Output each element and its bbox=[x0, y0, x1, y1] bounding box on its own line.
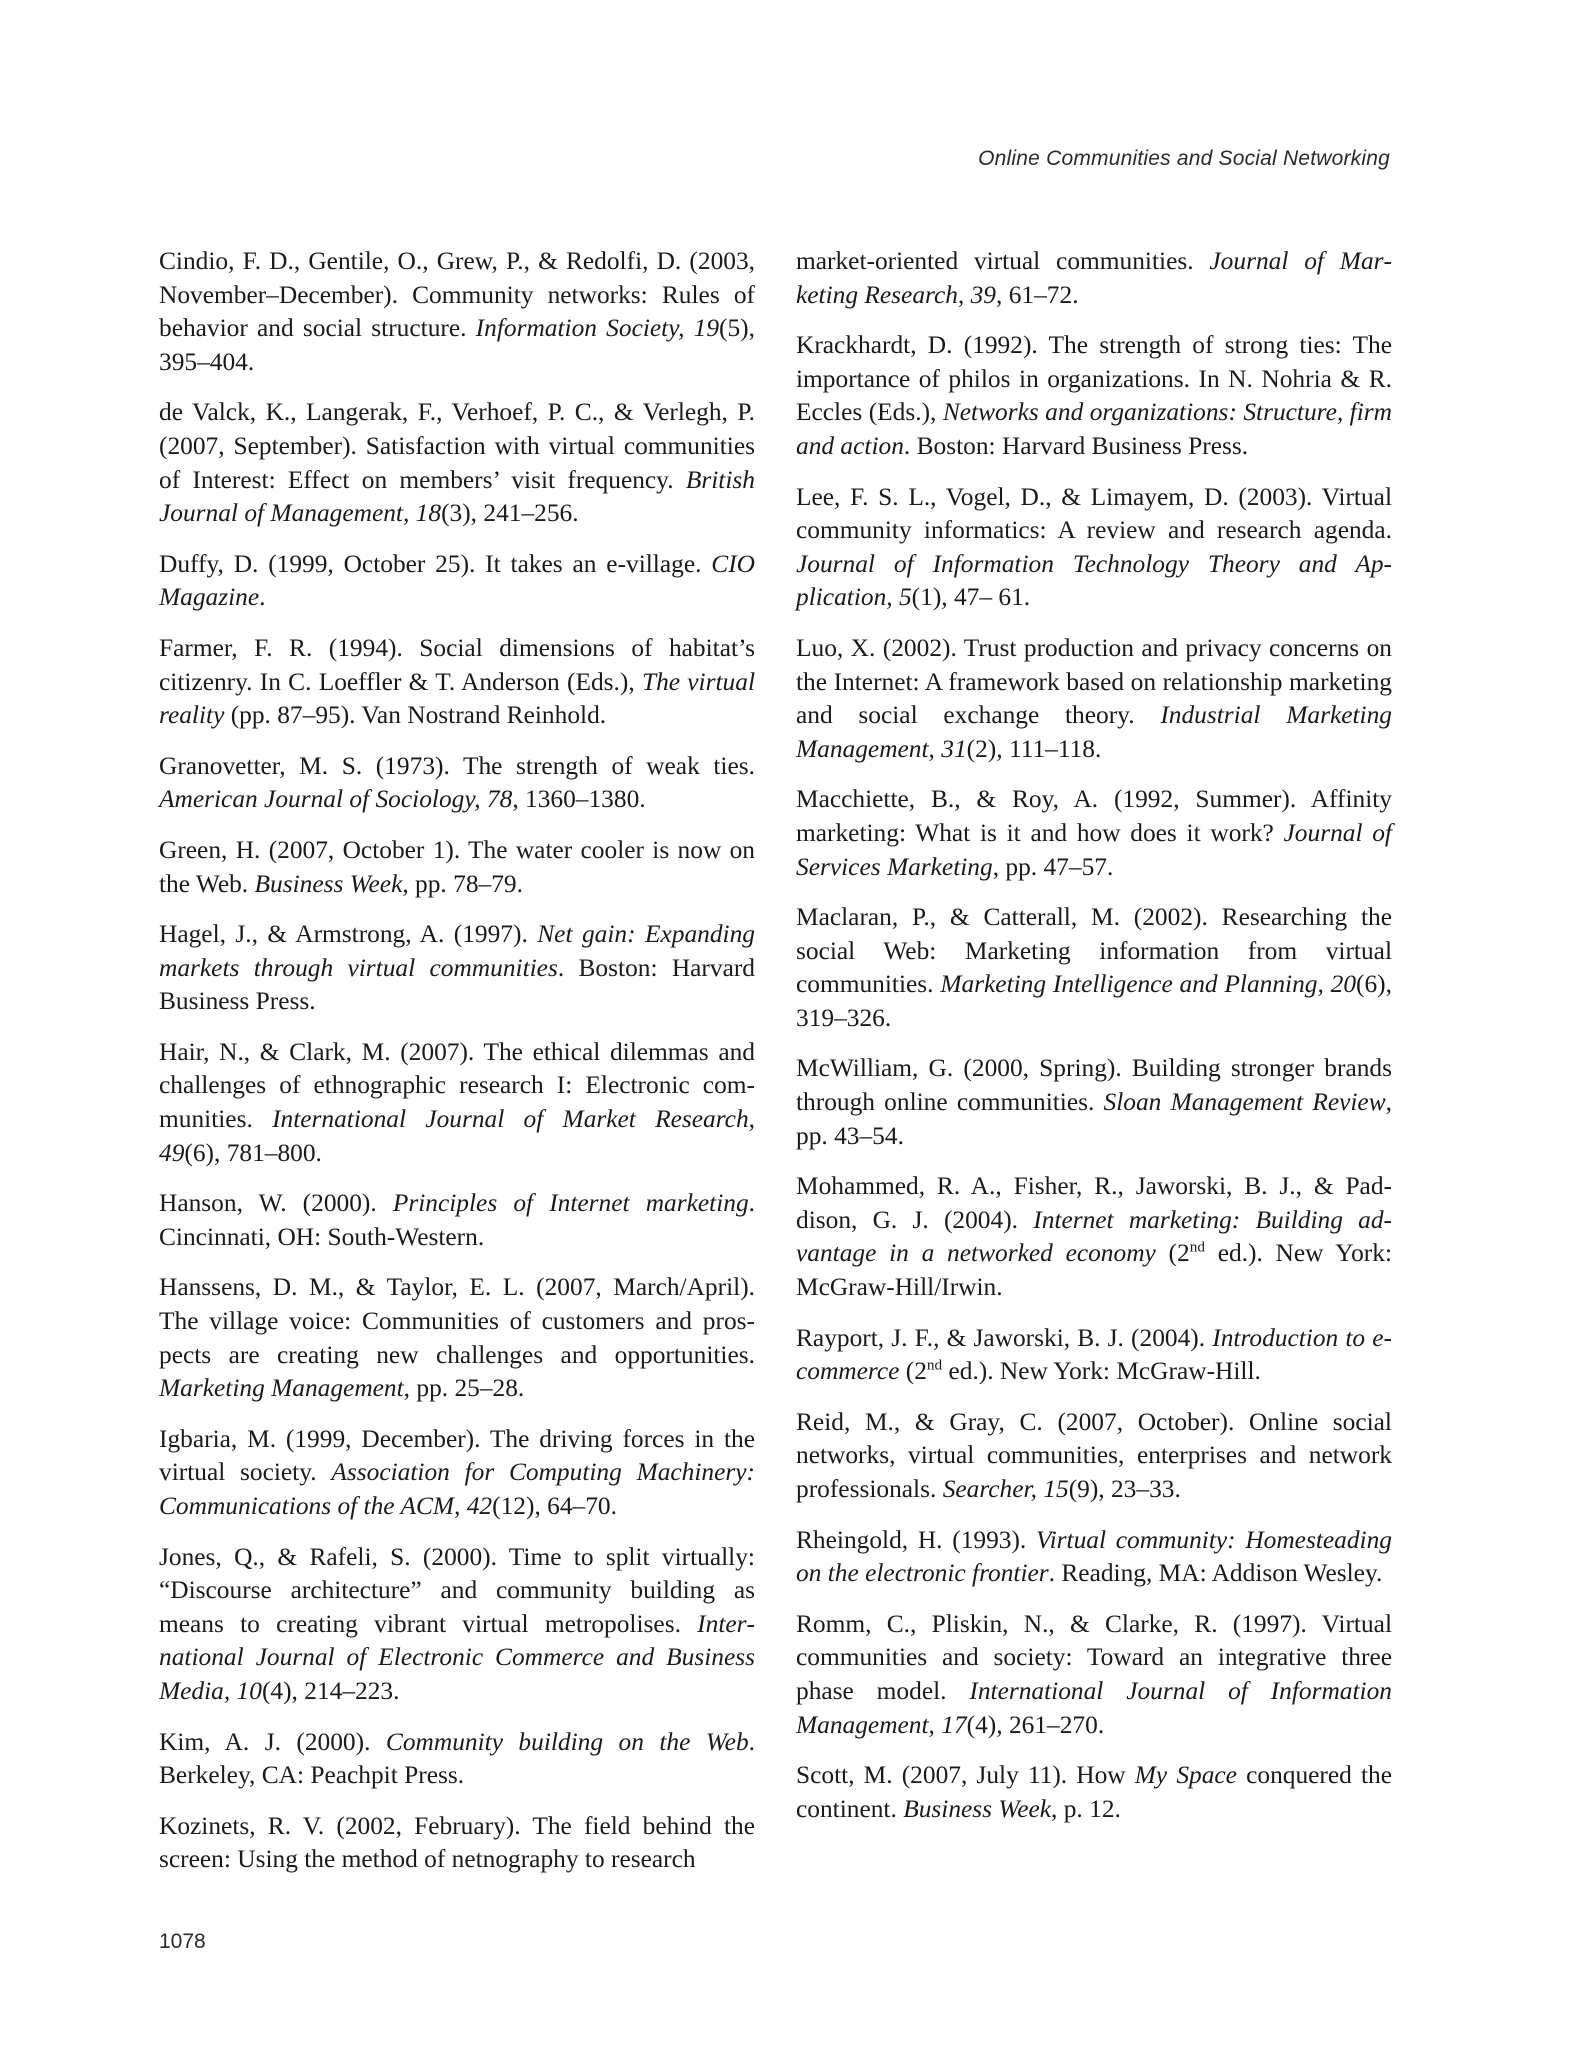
reference-text-segment: . Boston: Harvard Business Press. bbox=[159, 953, 755, 1016]
reference-text-segment: (1), 47– 61. bbox=[911, 583, 1031, 612]
reference-text-segment: Kozinets, R. V. (2002, February). The field behind the screen: Using the method of netnography to research bbox=[159, 1811, 755, 1874]
reference-text-segment: (2), 111–118. bbox=[966, 734, 1102, 763]
reference-entry bbox=[159, 750, 755, 817]
reference-text-segment: , pp. 25–28. bbox=[403, 1374, 525, 1403]
reference-text-segment: Green, H. (2007, October 1). The water cooler is now on the Web. bbox=[159, 835, 755, 898]
reference-entry bbox=[159, 632, 755, 733]
reference-italic-segment: International Journal of Market Research, 49 bbox=[159, 1105, 755, 1167]
reference-text-segment: , pp. 43–54. bbox=[796, 1088, 1392, 1150]
reference-entry bbox=[796, 329, 1392, 463]
reference-text-segment: Mohammed, R. A., Fisher, R., Jaworski, B. J., & Paddison, G. J. (2004). bbox=[796, 1172, 1392, 1234]
reference-italic-segment: Virtual community: Homesteading on the electronic frontier bbox=[796, 1525, 1392, 1588]
reference-entry bbox=[796, 1524, 1392, 1591]
reference-text-segment: Igbaria, M. (1999, December). The driving forces in the virtual society. bbox=[159, 1424, 755, 1487]
reference-italic-segment: Association for Computing Machinery: Communications of the ACM, 42 bbox=[159, 1458, 755, 1520]
reference-italic-segment: Business Week bbox=[903, 1794, 1052, 1823]
reference-entry bbox=[159, 1423, 755, 1524]
reference-text-segment: Hair, N., & Clark, M. (2007). The ethical dilemmas and challenges of ethnographic research I: Electronic communities. bbox=[159, 1037, 755, 1134]
reference-italic-segment: Networks and organizations: Structure, firm and action bbox=[796, 398, 1392, 460]
reference-entry bbox=[796, 901, 1392, 1035]
reference-text-segment: Lee, F. S. L., Vogel, D., & Limayem, D. (2003). Virtual community informatics: A review and research agenda. bbox=[796, 482, 1392, 545]
reference-italic-segment: British Journal of Management, 18 bbox=[159, 465, 755, 528]
reference-italic-segment: Business Week bbox=[254, 869, 403, 898]
reference-entry bbox=[159, 834, 755, 901]
reference-entry bbox=[159, 1810, 755, 1877]
reference-text-segment: Reid, M., & Gray, C. (2007, October). Online social networks, virtual communities, enterprises and network professionals. bbox=[796, 1407, 1392, 1503]
reference-text-segment: Scott, M. (2007, July 11). How bbox=[796, 1761, 1135, 1790]
reference-italic-segment: The virtual reality bbox=[159, 667, 755, 730]
reference-text-segment: . Berkeley, CA: Peachpit Press. bbox=[159, 1727, 755, 1790]
reference-entry bbox=[796, 1406, 1392, 1507]
reference-text-segment: McWilliam, G. (2000, Spring). Building stronger brands through online communities. bbox=[796, 1054, 1392, 1117]
reference-italic-segment: Marketing Management bbox=[159, 1374, 404, 1403]
reference-text-segment: Rheingold, H. (1993). bbox=[796, 1525, 1036, 1554]
reference-text-segment: . Reading, MA: Addison Wesley. bbox=[1048, 1559, 1383, 1588]
references-column-left bbox=[159, 245, 755, 1894]
reference-text-segment: market-oriented virtual communities. bbox=[796, 247, 1210, 275]
reference-entry bbox=[159, 1036, 755, 1170]
reference-entry bbox=[159, 245, 755, 379]
reference-italic-segment: International Journal of Electronic Commerce and Business Media, 10 bbox=[159, 1609, 755, 1705]
reference-text-segment: (9), 23–33. bbox=[1068, 1475, 1181, 1503]
reference-italic-segment: Information Society, 19 bbox=[475, 314, 720, 343]
reference-text-segment: (6), 781–800. bbox=[184, 1138, 322, 1167]
reference-text-segment: Granovetter, M. S. (1973). The strength of weak ties. bbox=[159, 751, 755, 780]
reference-italic-segment: My Space bbox=[1134, 1761, 1237, 1790]
reference-italic-segment: American Journal of Sociology, 78 bbox=[159, 785, 513, 814]
reference-entry bbox=[159, 1271, 755, 1405]
reference-entry bbox=[159, 396, 755, 530]
reference-text-segment: (5), 395–404. bbox=[159, 314, 755, 376]
reference-italic-segment: Searcher, 15 bbox=[942, 1475, 1069, 1503]
reference-entry bbox=[796, 1322, 1392, 1389]
reference-text-segment: , p. 12. bbox=[1051, 1794, 1121, 1823]
reference-text-segment: Hanson, W. (2000). bbox=[159, 1189, 393, 1218]
reference-text-segment: Jones, Q., & Rafeli, S. (2000). Time to split virtually: “Discourse architecture” and community building as means to creating vibrant virtual metropolises. bbox=[159, 1542, 755, 1638]
reference-italic-segment: Journal of Information Technology Theory and Application, 5 bbox=[796, 549, 1392, 612]
reference-text-segment: (4), 214–223. bbox=[261, 1676, 400, 1705]
reference-text-segment: conquered the continent. bbox=[796, 1761, 1392, 1823]
reference-text-segment: . bbox=[259, 583, 266, 612]
reference-entry bbox=[159, 1726, 755, 1793]
reference-text-segment: ed.). New York: McGraw-Hill. bbox=[942, 1357, 1261, 1386]
reference-text-segment: (6), 319–326. bbox=[796, 970, 1392, 1032]
reference-text-segment: , 61–72. bbox=[996, 280, 1079, 309]
reference-italic-segment: Principles of Internet marketing bbox=[392, 1189, 749, 1218]
reference-entry bbox=[159, 1541, 755, 1709]
reference-entry bbox=[796, 481, 1392, 615]
reference-italic-segment: Journal of Marketing Research, 39 bbox=[796, 247, 1392, 309]
reference-text-segment: Kim, A. J. (2000). bbox=[159, 1727, 386, 1756]
reference-text-segment: Cindio, F. D., Gentile, O., Grew, P., & Redolfi, D. (2003, November–December). Community networks: Rules of behavior and social structure. bbox=[159, 247, 755, 343]
reference-text-segment: Maclaran, P., & Catterall, M. (2002). Researching the social Web: Marketing information from virtual communities. bbox=[796, 903, 1392, 999]
reference-entry bbox=[796, 245, 1392, 312]
page-number: 1078 bbox=[159, 1930, 206, 1953]
reference-entry bbox=[796, 1052, 1392, 1153]
reference-text-segment: (12), 64–70. bbox=[492, 1492, 617, 1520]
running-header: Online Communities and Social Networking bbox=[978, 147, 1390, 170]
reference-italic-segment: Introduction to e-commerce bbox=[796, 1323, 1392, 1386]
reference-entry bbox=[796, 1170, 1392, 1304]
reference-text-segment: nd bbox=[1189, 1238, 1205, 1256]
reference-text-segment: . Boston: Harvard Business Press. bbox=[903, 431, 1249, 460]
reference-text-segment: (3), 241–256. bbox=[441, 499, 579, 528]
reference-text-segment: Krackhardt, D. (1992). The strength of strong ties: The importance of philos in organizations. In N. Nohria & R. Eccles (Eds.), bbox=[796, 331, 1392, 427]
reference-italic-segment: Net gain: Expanding markets through virtual communities bbox=[159, 920, 755, 982]
reference-text-segment: Macchiette, B., & Roy, A. (1992, Summer). Affinity marketing: What is it and how does it work? bbox=[796, 785, 1392, 847]
reference-entry bbox=[159, 918, 755, 1019]
reference-italic-segment: Journal of Services Marketing bbox=[796, 818, 1392, 881]
reference-text-segment: Hagel, J., & Armstrong, A. (1997). bbox=[159, 920, 538, 949]
reference-text-segment: . Cincinnati, OH: South-Western. bbox=[159, 1189, 755, 1251]
reference-text-segment: (pp. 87–95). Van Nostrand Reinhold. bbox=[224, 701, 607, 730]
reference-text-segment: , pp. 78–79. bbox=[402, 869, 523, 898]
reference-italic-segment: International Journal of Information Management, 17 bbox=[796, 1676, 1392, 1739]
reference-text-segment: (4), 261–270. bbox=[966, 1710, 1105, 1739]
reference-entry bbox=[159, 548, 755, 615]
reference-text-segment: (2 bbox=[899, 1357, 927, 1386]
reference-text-segment: Farmer, F. R. (1994). Social dimensions of habitat’s citizenry. In C. Loeffler & T. Anderson (Eds.), bbox=[159, 633, 755, 696]
reference-entry bbox=[159, 1187, 755, 1254]
reference-text-segment: Rayport, J. F., & Jaworski, B. J. (2004). bbox=[796, 1323, 1213, 1352]
reference-entry bbox=[796, 1759, 1392, 1826]
reference-italic-segment: Industrial Marketing Management, 31 bbox=[796, 701, 1392, 763]
reference-text-segment: Duffy, D. (1999, October 25). It takes an e-village. bbox=[159, 549, 712, 578]
reference-italic-segment: CIO Magazine bbox=[159, 549, 755, 612]
reference-italic-segment: Sloan Management Review bbox=[1103, 1088, 1386, 1117]
reference-text-segment: nd bbox=[926, 1356, 943, 1374]
reference-text-segment: Luo, X. (2002). Trust production and privacy concerns on the Internet: A framework based on relationship marketing and social exchange theory. bbox=[796, 633, 1392, 730]
reference-italic-segment: Internet marketing: Building advantage in a networked economy bbox=[796, 1205, 1393, 1268]
references-column-right bbox=[796, 245, 1392, 1843]
reference-entry bbox=[796, 783, 1392, 884]
reference-text-segment: , 1360–1380. bbox=[512, 785, 646, 814]
reference-italic-segment: Marketing Intelligence and Planning, 20 bbox=[940, 970, 1357, 999]
reference-text-segment: Hanssens, D. M., & Taylor, E. L. (2007, March/April). The village voice: Communities of customers and prospects are creating new challenges and opportunities. bbox=[159, 1273, 755, 1369]
reference-text-segment: de Valck, K., Langerak, F., Verhoef, P. C., & Verlegh, P. (2007, September). Satisfaction with virtual communities of Interest: Effect on members’ visit frequency. bbox=[159, 398, 755, 494]
reference-text-segment: Romm, C., Pliskin, N., & Clarke, R. (1997). Virtual communities and society: Toward an integrative three phase model. bbox=[796, 1609, 1392, 1705]
reference-text-segment: (2 bbox=[1155, 1239, 1190, 1268]
reference-entry bbox=[796, 632, 1392, 766]
reference-text-segment: ed.). New York: McGraw-Hill/Irwin. bbox=[796, 1239, 1393, 1302]
reference-italic-segment: Community building on the Web bbox=[385, 1727, 749, 1756]
reference-entry bbox=[796, 1608, 1392, 1742]
reference-text-segment: , pp. 47–57. bbox=[992, 852, 1114, 881]
